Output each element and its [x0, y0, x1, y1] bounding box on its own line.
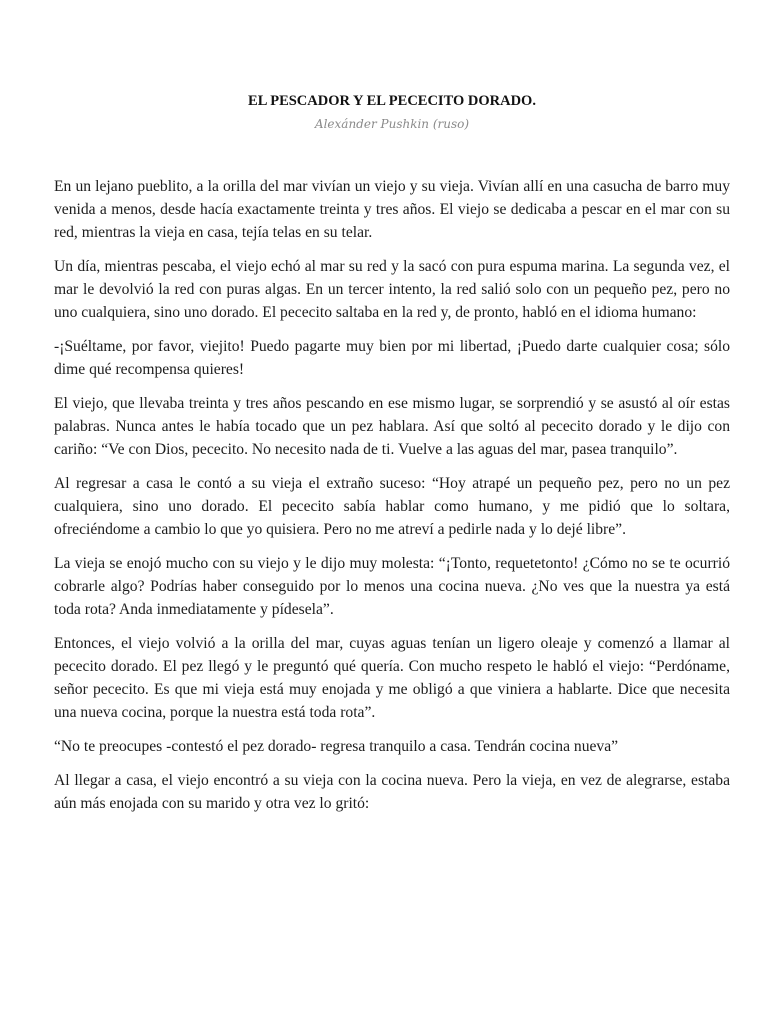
document-body: [54, 175, 730, 815]
document-title: EL PESCADOR Y EL PECECITO DORADO.: [248, 93, 536, 109]
paragraph: La vieja se enojó mucho con su viejo y le dijo muy molesta: “¡Tonto, requetetonto! ¿Cómo no se te ocurrió cobrarle algo? Podrías haber conseguido por lo menos una cocina nueva. ¿No ves que la nuestra ya está toda rota? Anda inmediatamente y pídesela”.: [54, 555, 730, 618]
paragraph: Al llegar a casa, el viejo encontró a su vieja con la cocina nueva. Pero la vieja, en vez de alegrarse, estaba aún más enojada con su marido y otra vez lo gritó:: [54, 772, 730, 812]
document-author: Alexánder Pushkin (ruso): [314, 117, 470, 131]
paragraph: El viejo, que llevaba treinta y tres años pescando en ese mismo lugar, se sorprendió y se asustó al oír estas palabras. Nunca antes le había tocado que un pez hablara. Así que soltó al pececito dorado y le dijo con cariño: “Ve con Dios, pececito. No necesito nada de ti. Vuelve a las aguas del mar, pasea tranquilo”.: [54, 395, 730, 458]
paragraph: Al regresar a casa le contó a su vieja el extraño suceso: “Hoy atrapé un pequeño pez, pero no un pez cualquiera, sino uno dorado. El pececito sabía hablar como humano, y me pidió que lo soltara, ofreciéndome a cambio lo que yo quisiera. Pero no me atreví a pedirle nada y lo dejé libre”.: [54, 475, 730, 538]
paragraph: Entonces, el viejo volvió a la orilla del mar, cuyas aguas tenían un ligero oleaje y comenzó a llamar al pececito dorado. El pez llegó y le preguntó qué quería. Con mucho respeto le habló el viejo: “Perdóname, señor pececito. Es que mi vieja está muy enojada y me obligó a que viniera a hablarte. Dice que necesita una nueva cocina, porque la nuestra está toda rota”.: [54, 635, 730, 721]
paragraph: -¡Suéltame, por favor, viejito! Puedo pagarte muy bien por mi libertad, ¡Puedo darte cualquier cosa; sólo dime qué recompensa quieres!: [54, 338, 730, 378]
paragraph: En un lejano pueblito, a la orilla del mar vivían un viejo y su vieja. Vivían allí en una casucha de barro muy venida a menos, desde hacía exactamente treinta y tres años. El viejo se dedicaba a pescar en el mar con su red, mientras la vieja en casa, tejía telas en su telar.: [54, 178, 730, 241]
paragraph: “No te preocupes -contestó el pez dorado- regresa tranquilo a casa. Tendrán cocina nueva”: [54, 738, 619, 755]
paragraph: Un día, mientras pescaba, el viejo echó al mar su red y la sacó con pura espuma marina. La segunda vez, el mar le devolvió la red con puras algas. En un tercer intento, la red salió solo con un pequeño pez, pero no uno cualquiera, sino uno dorado. El pececito saltaba en la red y, de pronto, habló en el idioma humano:: [54, 258, 730, 321]
document-page: [54, 0, 730, 1024]
